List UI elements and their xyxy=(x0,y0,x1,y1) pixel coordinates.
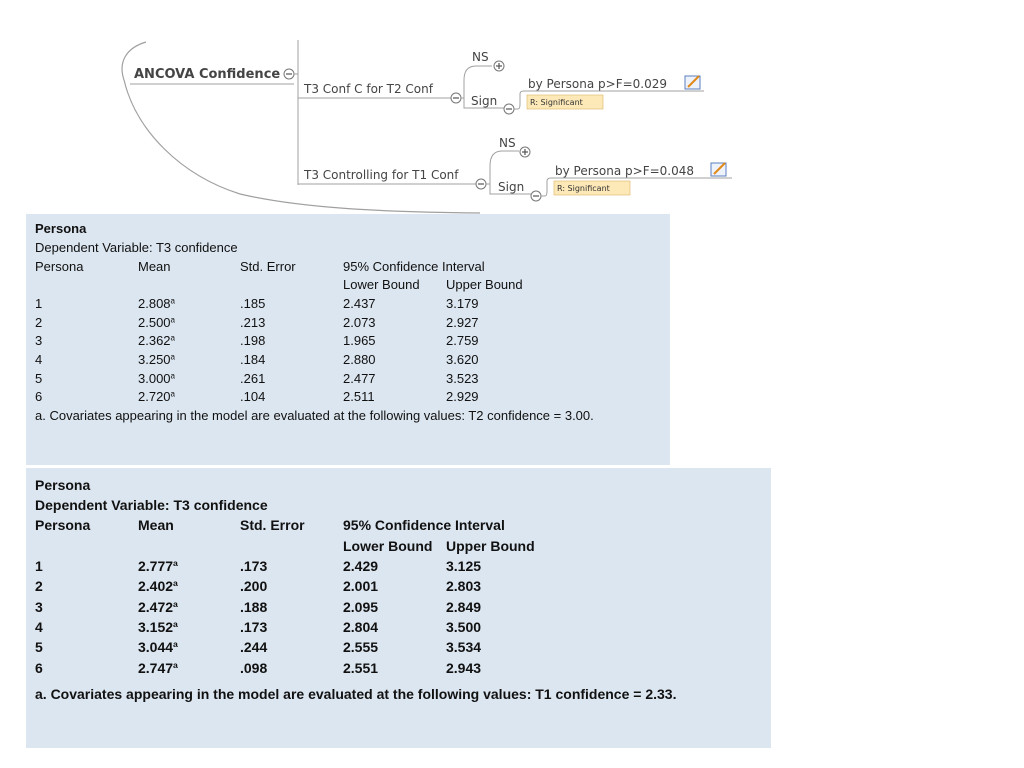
row-6-se: .098 xyxy=(240,660,268,676)
estimates-table-t1 xyxy=(26,468,771,748)
col-header-std-error: Std. Error xyxy=(240,517,305,533)
branch1-collapse-icon[interactable] xyxy=(451,93,461,103)
row-5-se: .244 xyxy=(240,639,268,655)
row-5-mean: 3.044$^a$ xyxy=(138,639,178,655)
row-3-lower: 1.965 xyxy=(343,333,376,348)
row-5-mean: 3.000$^a$ xyxy=(138,371,176,386)
row-2-upper: 2.927 xyxy=(446,315,479,330)
row-6-mean: 2.747$^a$ xyxy=(138,660,178,676)
branch2-result[interactable]: by Persona p>F=0.048 xyxy=(555,164,695,178)
branch1-ns[interactable]: NS xyxy=(472,50,489,64)
row-5-lower: 2.477 xyxy=(343,371,376,386)
row-1-se: .173 xyxy=(240,558,268,574)
row-1-mean: 2.777$^a$ xyxy=(138,558,178,574)
branch2-tag: R: Significant xyxy=(557,184,610,193)
row-3-persona: 3 xyxy=(35,599,43,615)
branch1-expand-icon[interactable] xyxy=(494,61,504,71)
row-2-mean: 2.500$^a$ xyxy=(138,315,176,330)
row-1-mean: 2.808$^a$ xyxy=(138,296,176,311)
dependent-variable: Dependent Variable: T3 confidence xyxy=(35,240,238,255)
row-1-lower: 2.429 xyxy=(343,558,379,574)
row-3-se: .198 xyxy=(240,333,266,348)
row-1-upper: 3.125 xyxy=(446,558,482,574)
col-header-lower: Lower Bound xyxy=(343,538,433,554)
branch1-sign-collapse-icon[interactable] xyxy=(504,104,514,114)
dependent-variable: Dependent Variable: T3 confidence xyxy=(35,497,268,513)
row-6-persona: 6 xyxy=(35,389,43,404)
row-4-se: .173 xyxy=(240,619,268,635)
estimates-table-t2 xyxy=(26,214,670,465)
branch1-note-icon[interactable] xyxy=(685,76,700,89)
row-6-se: .104 xyxy=(240,389,266,404)
col-header-upper: Upper Bound xyxy=(446,277,523,292)
col-header-upper: Upper Bound xyxy=(446,538,535,554)
row-4-mean: 3.250$^a$ xyxy=(138,352,176,367)
col-header-persona: Persona xyxy=(35,259,84,274)
col-header-ci: 95% Confidence Interval xyxy=(343,517,505,533)
row-2-upper: 2.803 xyxy=(446,578,482,594)
row-4-mean: 3.152$^a$ xyxy=(138,619,178,635)
branch2-sign[interactable]: Sign xyxy=(498,180,525,194)
branch2-ns[interactable]: NS xyxy=(499,136,516,150)
col-header-ci: 95% Confidence Interval xyxy=(343,259,485,274)
row-3-upper: 2.759 xyxy=(446,333,479,348)
row-2-mean: 2.402$^a$ xyxy=(138,578,178,594)
row-2-persona: 2 xyxy=(35,578,43,594)
row-6-lower: 2.511 xyxy=(343,389,375,404)
row-1-upper: 3.179 xyxy=(446,296,479,311)
row-1-persona: 1 xyxy=(35,296,43,311)
row-4-lower: 2.880 xyxy=(343,352,376,367)
row-5-lower: 2.555 xyxy=(343,639,379,655)
row-6-persona: 6 xyxy=(35,660,43,676)
root-node[interactable]: ANCOVA Confidence xyxy=(134,67,281,82)
row-3-se: .188 xyxy=(240,599,268,615)
branch2-label[interactable]: T3 Controlling for T1 Conf xyxy=(304,168,459,182)
row-5-upper: 3.534 xyxy=(446,639,482,655)
row-6-upper: 2.929 xyxy=(446,389,479,404)
row-4-upper: 3.620 xyxy=(446,352,479,367)
branch2-expand-icon[interactable] xyxy=(520,147,530,157)
ancova-mindmap xyxy=(0,0,1024,215)
root-connector-bottom xyxy=(124,80,480,213)
row-5-upper: 3.523 xyxy=(446,371,479,386)
branch2-sign-collapse-icon[interactable] xyxy=(531,191,541,201)
row-4-se: .184 xyxy=(240,352,266,367)
row-4-persona: 4 xyxy=(35,352,43,367)
row-2-se: .200 xyxy=(240,578,268,594)
row-6-lower: 2.551 xyxy=(343,660,379,676)
row-6-upper: 2.943 xyxy=(446,660,482,676)
row-3-persona: 3 xyxy=(35,333,43,348)
row-2-persona: 2 xyxy=(35,315,43,330)
row-5-persona: 5 xyxy=(35,371,43,386)
row-1-se: .185 xyxy=(240,296,266,311)
row-6-mean: 2.720$^a$ xyxy=(138,389,176,404)
table-title: Persona xyxy=(35,477,91,493)
branch2-collapse-icon[interactable] xyxy=(476,179,486,189)
table-footnote: a. Covariates appearing in the model are evaluated at the following values: T1 confidence = 2.33. xyxy=(35,686,677,702)
col-header-lower: Lower Bound xyxy=(343,277,420,292)
branch1-result[interactable]: by Persona p>F=0.029 xyxy=(528,77,668,91)
row-3-lower: 2.095 xyxy=(343,599,379,615)
branch1-tag: R: Significant xyxy=(530,98,583,107)
branch1-sign[interactable]: Sign xyxy=(471,94,498,108)
row-3-mean: 2.362$^a$ xyxy=(138,333,176,348)
row-1-persona: 1 xyxy=(35,558,43,574)
row-4-persona: 4 xyxy=(35,619,43,635)
branch2-note-icon[interactable] xyxy=(711,163,726,176)
root-collapse-icon[interactable] xyxy=(284,69,294,79)
row-4-upper: 3.500 xyxy=(446,619,482,635)
branch1-label[interactable]: T3 Conf C for T2 Conf xyxy=(304,82,433,96)
col-header-mean: Mean xyxy=(138,517,174,533)
row-2-se: .213 xyxy=(240,315,266,330)
row-2-lower: 2.073 xyxy=(343,315,376,330)
row-3-mean: 2.472$^a$ xyxy=(138,599,178,615)
row-4-lower: 2.804 xyxy=(343,619,379,635)
row-1-lower: 2.437 xyxy=(343,296,376,311)
row-3-upper: 2.849 xyxy=(446,599,482,615)
col-header-std-error: Std. Error xyxy=(240,259,296,274)
row-2-lower: 2.001 xyxy=(343,578,379,594)
row-5-se: .261 xyxy=(240,371,266,386)
table-title: Persona xyxy=(35,221,87,236)
table-footnote: a. Covariates appearing in the model are evaluated at the following values: T2 confidence = 3.00. xyxy=(35,408,594,423)
col-header-mean: Mean xyxy=(138,259,171,274)
col-header-persona: Persona xyxy=(35,517,91,533)
row-5-persona: 5 xyxy=(35,639,43,655)
